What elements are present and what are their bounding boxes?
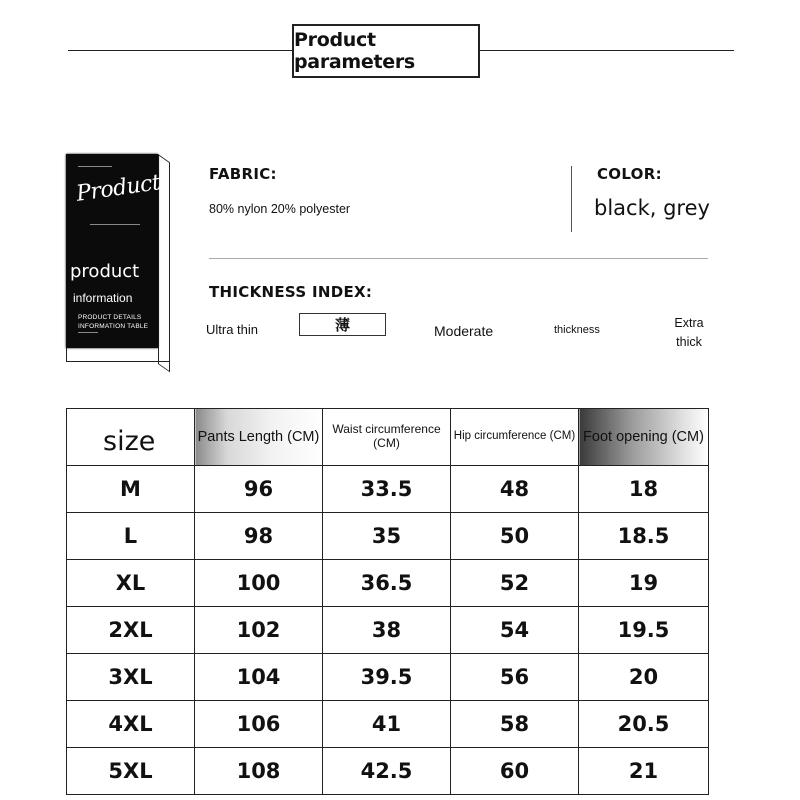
foot-opening-cell: 18 bbox=[579, 466, 709, 513]
hip-cell: 50 bbox=[451, 513, 579, 560]
waist-cell: 36.5 bbox=[323, 560, 451, 607]
section-divider-vertical bbox=[571, 166, 572, 232]
waist-cell: 35 bbox=[323, 513, 451, 560]
length-cell: 96 bbox=[195, 466, 323, 513]
length-cell: 98 bbox=[195, 513, 323, 560]
length-cell: 108 bbox=[195, 748, 323, 795]
thickness-label: THICKNESS INDEX: bbox=[209, 283, 373, 301]
color-value: black, grey bbox=[594, 196, 710, 220]
foot-opening-cell: 21 bbox=[579, 748, 709, 795]
foot-opening-cell: 18.5 bbox=[579, 513, 709, 560]
foot-opening-cell: 20.5 bbox=[579, 701, 709, 748]
table-header-row bbox=[67, 409, 709, 466]
size-cell: 2XL bbox=[67, 607, 195, 654]
thickness-option-selected: 薄 bbox=[299, 313, 386, 336]
table-row bbox=[67, 466, 709, 513]
size-cell: XL bbox=[67, 560, 195, 607]
fabric-value: 80% nylon 20% polyester bbox=[209, 202, 351, 216]
table-row bbox=[67, 560, 709, 607]
length-cell: 104 bbox=[195, 654, 323, 701]
tag-rule bbox=[90, 224, 140, 225]
tag-product-text: product bbox=[70, 261, 140, 282]
foot-opening-cell: 19 bbox=[579, 560, 709, 607]
length-cell: 100 bbox=[195, 560, 323, 607]
table-row bbox=[67, 607, 709, 654]
header-rule-right bbox=[480, 50, 734, 51]
hip-cell: 60 bbox=[451, 748, 579, 795]
hip-cell: 58 bbox=[451, 701, 579, 748]
tag-rule bbox=[78, 166, 112, 167]
fabric-label: FABRIC: bbox=[209, 165, 277, 183]
size-cell: L bbox=[67, 513, 195, 560]
column-header-hip: Hip circumference (CM) bbox=[451, 409, 579, 466]
product-tag-graphic bbox=[66, 154, 170, 364]
foot-opening-cell: 20 bbox=[579, 654, 709, 701]
waist-cell: 33.5 bbox=[323, 466, 451, 513]
tag-script-text: Product bbox=[74, 170, 162, 207]
foot-opening-cell: 19.5 bbox=[579, 607, 709, 654]
page-title: Product parameters bbox=[292, 24, 480, 78]
table-row bbox=[67, 513, 709, 560]
header-rule-left bbox=[68, 50, 294, 51]
column-header-size: size bbox=[67, 409, 195, 466]
waist-cell: 41 bbox=[323, 701, 451, 748]
tag-face bbox=[66, 154, 162, 348]
table-row bbox=[67, 654, 709, 701]
length-cell: 106 bbox=[195, 701, 323, 748]
column-header-waist: Waist circumference (CM) bbox=[323, 409, 451, 466]
hip-cell: 48 bbox=[451, 466, 579, 513]
size-cell: 5XL bbox=[67, 748, 195, 795]
tag-small-text: PRODUCT DETAILS bbox=[78, 314, 142, 321]
size-cell: M bbox=[67, 466, 195, 513]
tag-info-text: information bbox=[73, 291, 133, 305]
color-label: COLOR: bbox=[597, 165, 662, 183]
waist-cell: 38 bbox=[323, 607, 451, 654]
thickness-option-ultra-thin: Ultra thin bbox=[206, 322, 259, 337]
waist-cell: 42.5 bbox=[323, 748, 451, 795]
tag-rule bbox=[78, 332, 98, 333]
table-row bbox=[67, 701, 709, 748]
column-header-pants-length: Pants Length (CM) bbox=[195, 409, 323, 466]
column-header-foot-opening: Foot opening (CM) bbox=[579, 409, 709, 466]
hip-cell: 54 bbox=[451, 607, 579, 654]
tag-bottom bbox=[66, 348, 170, 362]
size-cell: 4XL bbox=[67, 701, 195, 748]
thickness-option-moderate: Moderate bbox=[434, 323, 494, 339]
table-row bbox=[67, 748, 709, 795]
hip-cell: 52 bbox=[451, 560, 579, 607]
tag-small-text: INFORMATION TABLE bbox=[78, 323, 149, 330]
size-table bbox=[66, 408, 709, 795]
thickness-option-extra-thick: Extra thick bbox=[674, 316, 704, 349]
hip-cell: 56 bbox=[451, 654, 579, 701]
waist-cell: 39.5 bbox=[323, 654, 451, 701]
size-cell: 3XL bbox=[67, 654, 195, 701]
thickness-option-thickness: thickness bbox=[554, 324, 600, 336]
section-divider-horizontal bbox=[209, 258, 708, 259]
length-cell: 102 bbox=[195, 607, 323, 654]
